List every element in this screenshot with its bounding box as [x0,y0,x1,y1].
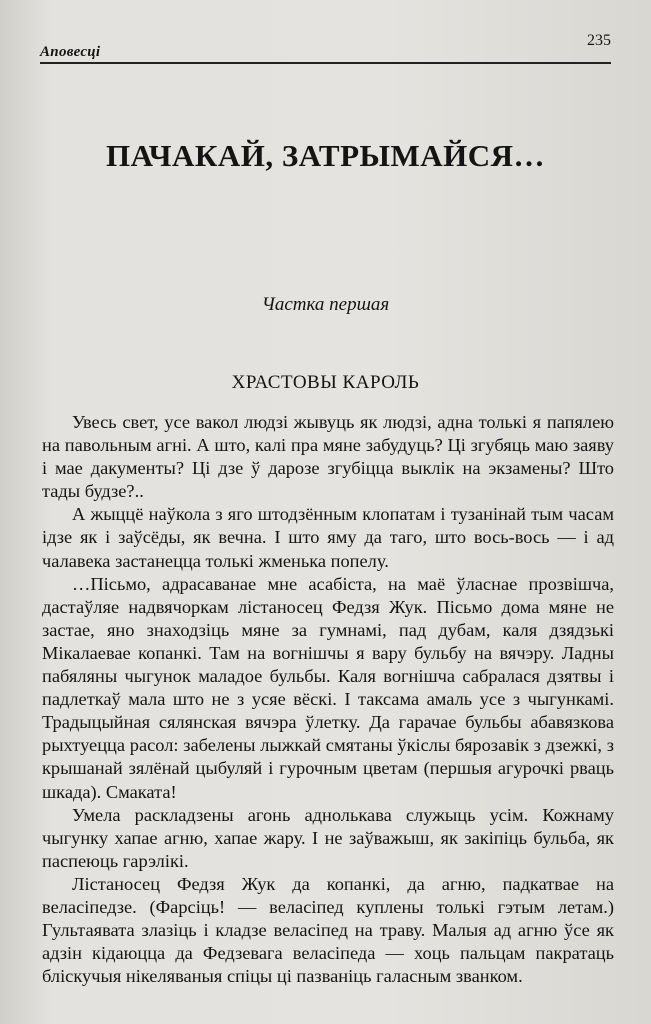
running-header [40,30,611,60]
paragraph: Умела раскладзены агонь аднолькава служыць усім. Кожнаму чыгунку хапае агню, хапае жару. І не заўважыш, як закіпіць бульба, як паспеюць гарэлікі. [42,804,614,871]
paragraph: А жыццё наўкола з яго штодзённым клопатам і тузанінай тым часам ідзе як і заўсёды, як вечна. І што яму да таго, што вось-вось — і ад чалавека застанецца толькі жменька попелу. [42,504,614,571]
page-number: 235 [587,32,611,49]
chapter-heading: ХРАСТОВЫ КАРОЛЬ [231,372,420,393]
part-heading: Частка першая [261,294,390,315]
header-rule [40,62,611,64]
paragraph: Увесь свет, усе вакол людзі жывуць як людзі, адна толькі я папялею на павольным агні. А што, калі пра мяне забудуць? Ці згубяць маю заяву і мае дакументы? Ці дзе ў дарозе згубіцца выклік на экзамены? Што тады будзе?.. [42,412,614,502]
paragraph: Лістаносец Федзя Жук да копанкі, да агню, падкатвае на веласіпедзе. (Фарсіць! — веласіпед куплены толькі гэтым летам.) Гультаявата злазіць і кладзе веласіпед на траву. Малыя ад агню ўсе як адзін кідаюцца да Федзевага веласіпеда — хоць пальцам пакратаць бліскучыя нікеляваныя спіцы ці пазваніць галасным званком. [42,873,614,987]
body-text [42,411,614,988]
paragraph: …Пісьмо, адрасаванае мне асабіста, на маё ўласнае прозвішча, дастаўляе надвячоркам лістаносец Федзя Жук. Пісьмо дома мяне не застае, яно знаходзіць мяне за гумнамі, пад дубам, каля дзядзькі Мікалаевае копанкі. Там на вогнішчы я вару бульбу на вячэру. Ладны пабяляны чыгунок маладое бульбы. Каля вогнішча сабралася дзятвы і падлеткаў мала што не з усяе вёскі. І таксама амаль усе з чыгункамі. Традыцыйная сялянская вячэра ўлетку. Да гарачае бульбы абавязкова рыхтуецца расол: забелены лыжкай смятаны ўкіслы бярозавік з дзежкі, з крышанай зялёнай цыбуляй і гурочным цветам (першыя агурочкі рваць шкада). Смаката! [42,573,614,802]
story-title: ПАЧАКАЙ, ЗАТРЫМАЙСЯ… [105,138,546,173]
section-title: Аповесці [40,44,101,60]
